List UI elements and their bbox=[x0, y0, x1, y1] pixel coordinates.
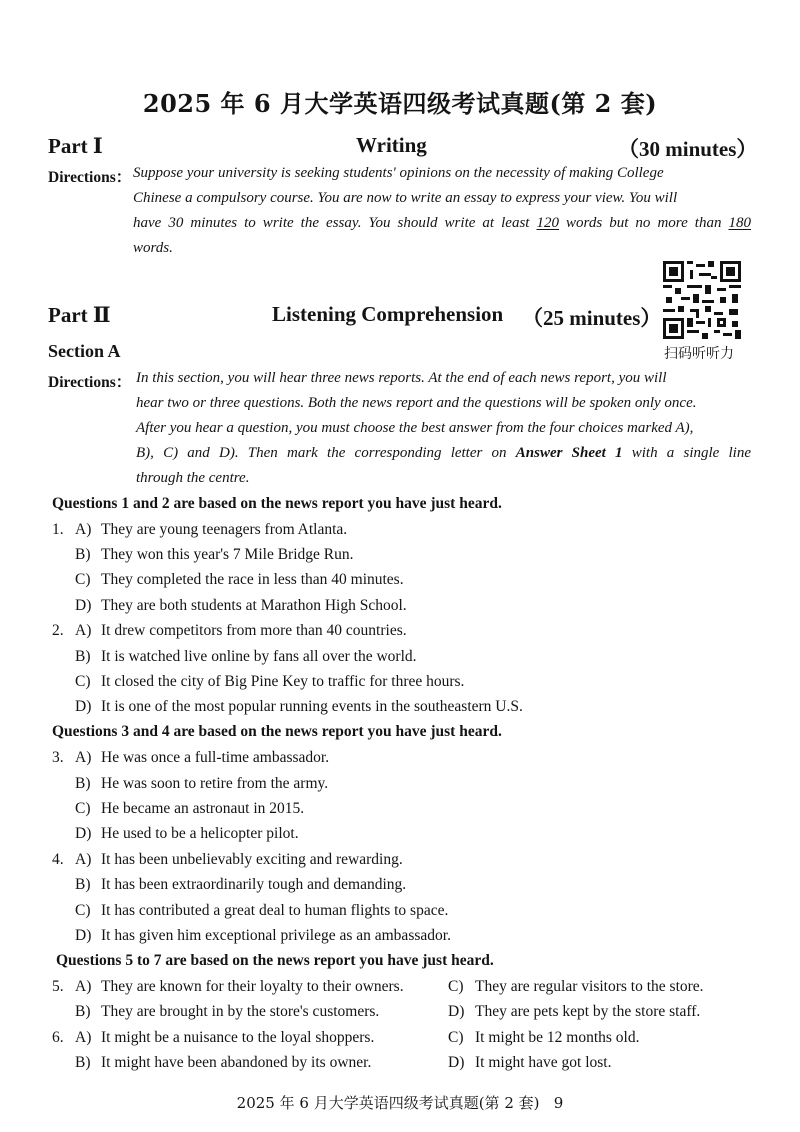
option-text[interactable]: They completed the race in less than 40 minutes. bbox=[101, 571, 404, 588]
page-footer: 2025 年 6 月大学英语四级考试真题(第 2 套) 9 bbox=[236, 1094, 564, 1112]
option-text[interactable]: It might be a nuisance to the loyal shoppers. bbox=[101, 1029, 375, 1046]
option-text[interactable]: It has given him exceptional privilege as an ambassador. bbox=[101, 927, 451, 944]
page-title: 2025 年 6 月大学英语四级考试真题(第 2 套) bbox=[142, 89, 658, 118]
option-letter[interactable]: B) bbox=[75, 648, 91, 665]
option-letter[interactable]: D) bbox=[75, 698, 92, 715]
part1-time: （30 minutes） bbox=[618, 137, 758, 161]
option-letter[interactable]: D) bbox=[75, 597, 92, 614]
question-number: 5. bbox=[52, 978, 64, 995]
option-letter[interactable]: C) bbox=[75, 902, 91, 919]
option-text[interactable]: It is watched live online by fans all over the world. bbox=[101, 648, 417, 665]
option-letter[interactable]: D) bbox=[448, 1003, 465, 1020]
directions-line: In this section, you will hear three news reports. At the end of each news report, you will bbox=[136, 370, 667, 386]
option-text[interactable]: They won this year's 7 Mile Bridge Run. bbox=[101, 546, 354, 563]
option-text[interactable]: It drew competitors from more than 40 countries. bbox=[101, 622, 407, 639]
group-header: Questions 5 to 7 are based on the news report you have just heard. bbox=[56, 952, 494, 969]
option-letter[interactable]: A) bbox=[75, 749, 92, 766]
option-letter[interactable]: C) bbox=[75, 571, 91, 588]
option-letter[interactable]: D) bbox=[448, 1054, 465, 1071]
group-header: Questions 1 and 2 are based on the news report you have just heard. bbox=[52, 495, 502, 512]
part2-directions bbox=[136, 366, 751, 491]
option-letter[interactable]: D) bbox=[75, 825, 92, 842]
min-words: 120 bbox=[536, 215, 560, 231]
option-text[interactable]: They are young teenagers from Atlanta. bbox=[101, 521, 348, 538]
question-number: 1. bbox=[52, 521, 64, 538]
option-text[interactable]: He used to be a helicopter pilot. bbox=[101, 825, 299, 842]
directions-line: After you hear a question, you must choose the best answer from the four choices marked A), bbox=[136, 420, 694, 436]
directions-line: B), C) and D). Then mark the corresponding letter on Answer Sheet 1 with a single line bbox=[136, 445, 752, 461]
qr-code-image[interactable] bbox=[663, 261, 741, 339]
option-letter[interactable]: B) bbox=[75, 876, 91, 893]
option-letter[interactable]: A) bbox=[75, 622, 92, 639]
option-letter[interactable]: D) bbox=[75, 927, 92, 944]
directions-line: have 30 minutes to write the essay. You should write at least 120 words but no more than 180 bbox=[133, 215, 751, 231]
part2-directions-label: Directions： bbox=[48, 374, 132, 391]
question-number: 6. bbox=[52, 1029, 64, 1046]
option-letter[interactable]: C) bbox=[75, 800, 91, 817]
option-letter[interactable]: B) bbox=[75, 1054, 91, 1071]
option-letter[interactable]: A) bbox=[75, 978, 92, 995]
part1-label: Part Ⅰ bbox=[48, 134, 103, 158]
option-text[interactable]: It has been extraordinarily tough and demanding. bbox=[101, 876, 407, 893]
option-text[interactable]: They are both students at Marathon High School. bbox=[101, 597, 407, 614]
option-text[interactable]: He became an astronaut in 2015. bbox=[101, 800, 305, 817]
option-letter[interactable]: A) bbox=[75, 521, 92, 538]
option-letter[interactable]: C) bbox=[75, 673, 91, 690]
option-text[interactable]: He was once a full-time ambassador. bbox=[101, 749, 330, 766]
option-text[interactable]: It might be 12 months old. bbox=[475, 1029, 640, 1046]
group-header: Questions 3 and 4 are based on the news report you have just heard. bbox=[52, 723, 502, 740]
section-a-heading: Section A bbox=[48, 341, 121, 361]
part1-name: Writing bbox=[356, 133, 427, 157]
option-text[interactable]: It might have got lost. bbox=[475, 1054, 612, 1071]
part2-name: Listening Comprehension bbox=[272, 302, 504, 326]
question-number: 4. bbox=[52, 851, 64, 868]
option-text[interactable]: They are brought in by the store's customers. bbox=[101, 1003, 380, 1020]
option-letter[interactable]: C) bbox=[448, 978, 464, 995]
question-number: 2. bbox=[52, 622, 64, 639]
option-text[interactable]: He was soon to retire from the army. bbox=[101, 775, 329, 792]
option-letter[interactable]: A) bbox=[75, 851, 92, 868]
directions-line: through the centre. bbox=[136, 470, 250, 486]
option-letter[interactable]: B) bbox=[75, 1003, 91, 1020]
option-text[interactable]: It has been unbelievably exciting and rewarding. bbox=[101, 851, 403, 868]
option-letter[interactable]: B) bbox=[75, 546, 91, 563]
option-text[interactable]: They are known for their loyalty to their owners. bbox=[101, 978, 404, 995]
question-number: 3. bbox=[52, 749, 64, 766]
option-letter[interactable]: C) bbox=[448, 1029, 464, 1046]
option-text[interactable]: It closed the city of Big Pine Key to traffic for three hours. bbox=[101, 673, 465, 690]
part1-directions-label: Directions： bbox=[48, 169, 132, 186]
part2-label: Part Ⅱ bbox=[48, 303, 111, 327]
option-text[interactable]: It has contributed a great deal to human flights to space. bbox=[101, 902, 449, 919]
option-text[interactable]: They are regular visitors to the store. bbox=[475, 978, 704, 995]
option-text[interactable]: It is one of the most popular running events in the southeastern U.S. bbox=[101, 698, 523, 715]
part2-time: （25 minutes） bbox=[522, 306, 662, 330]
max-words: 180 bbox=[728, 215, 751, 231]
option-text[interactable]: It might have been abandoned by its owner. bbox=[101, 1054, 372, 1071]
answer-sheet-ref: Answer Sheet 1 bbox=[515, 445, 623, 461]
directions-line: hear two or three questions. Both the news report and the questions will be spoken only once. bbox=[136, 395, 697, 411]
qr-caption: 扫码听听力 bbox=[664, 346, 734, 362]
option-letter[interactable]: A) bbox=[75, 1029, 92, 1046]
directions-line: Chinese a compulsory course. You are now to write an essay to express your view. You will bbox=[133, 190, 678, 206]
part1-directions bbox=[133, 161, 751, 261]
option-text[interactable]: They are pets kept by the store staff. bbox=[475, 1003, 701, 1020]
directions-line: words. bbox=[133, 240, 173, 256]
directions-line: Suppose your university is seeking students' opinions on the necessity of making College bbox=[133, 165, 664, 181]
option-letter[interactable]: B) bbox=[75, 775, 91, 792]
